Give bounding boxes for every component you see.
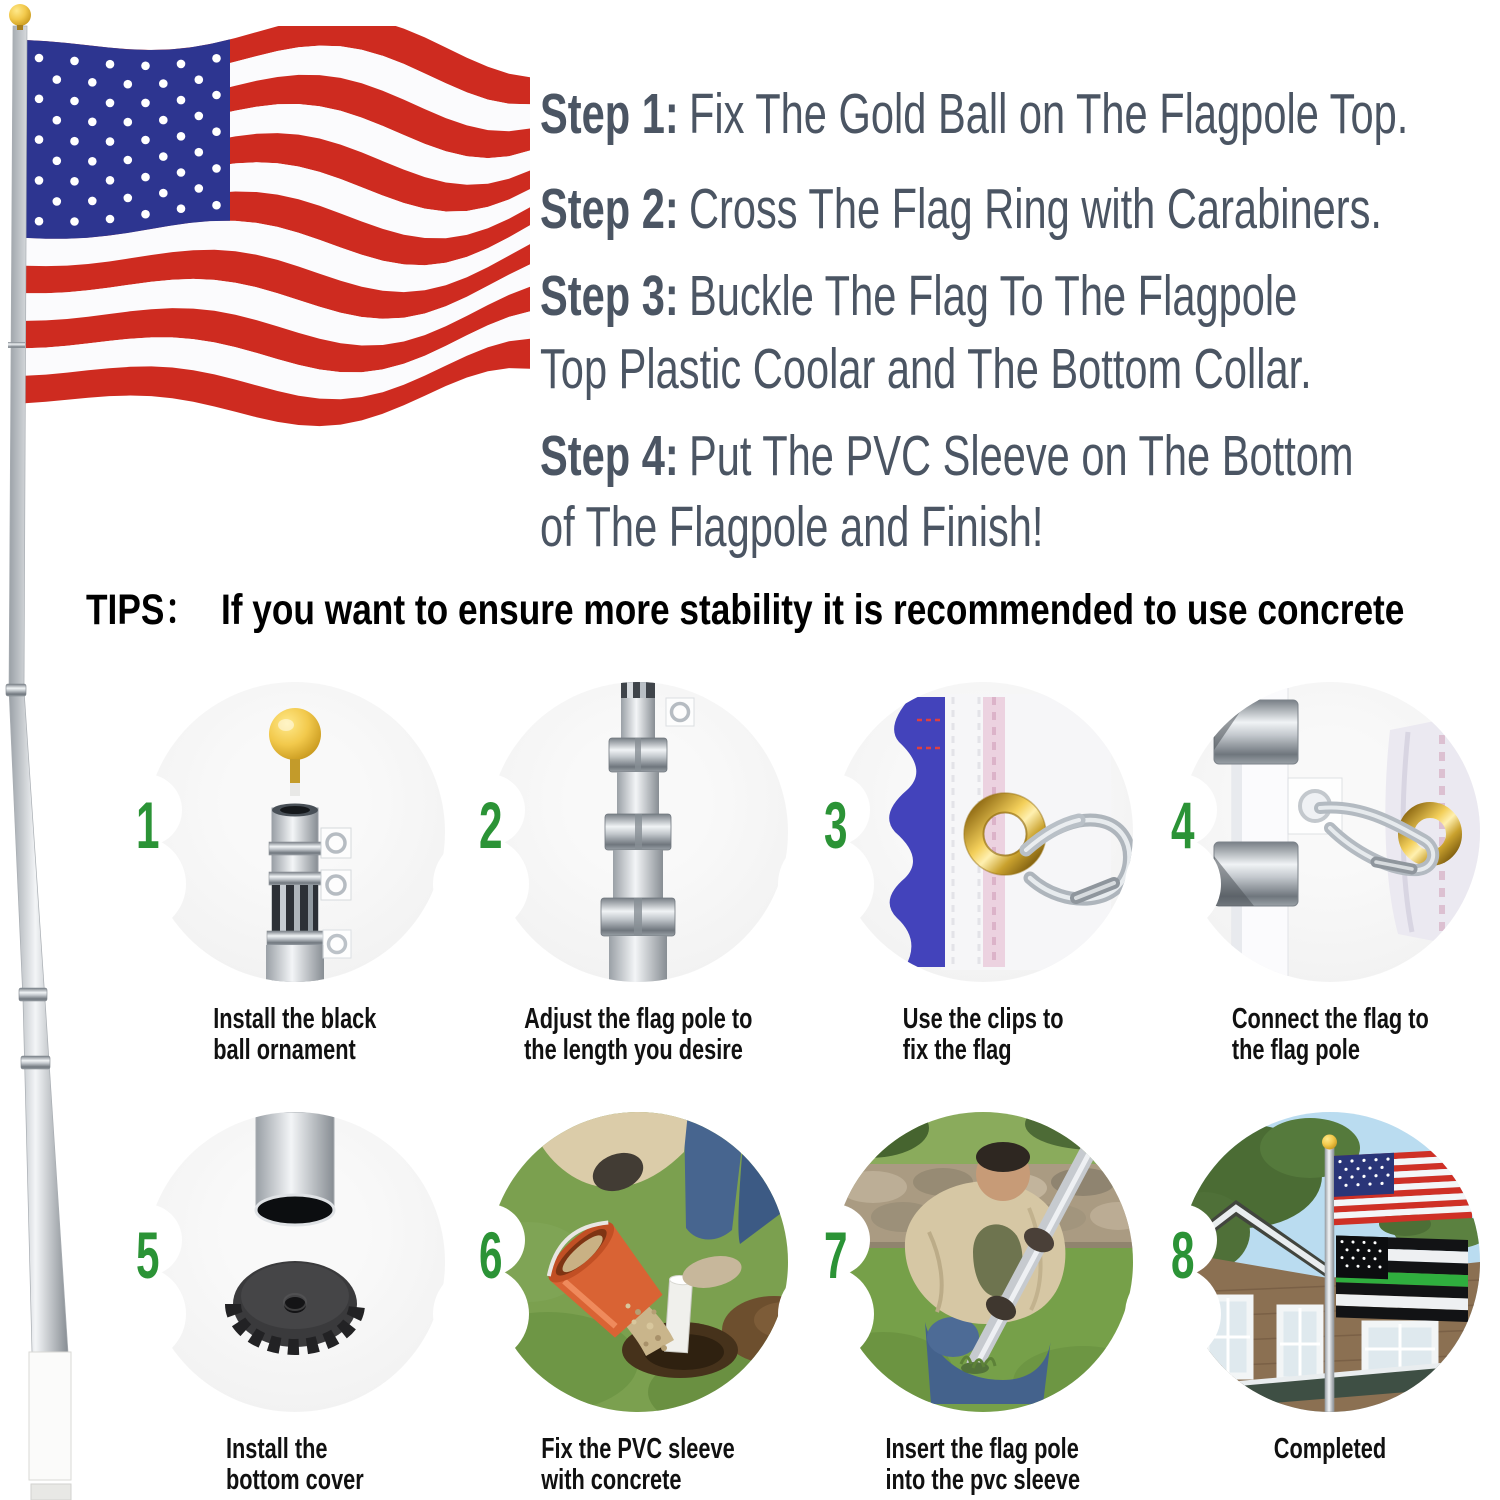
- caption-2: [463, 1004, 813, 1066]
- caption-4-line2: the flag pole: [1231, 1034, 1360, 1066]
- flag-star: [159, 116, 168, 125]
- photo-step-6: [488, 1112, 788, 1412]
- instruction-item-5: [120, 1102, 470, 1500]
- caption-4: [1155, 1004, 1500, 1066]
- caption-6-line2: with concrete: [541, 1464, 682, 1496]
- tips-prefix: TIPS：: [86, 586, 200, 634]
- caption-3-line1: Use the clips to: [902, 1003, 1064, 1035]
- photo-step-3: [833, 682, 1133, 982]
- grommet-carabiner-illustration: [833, 682, 1133, 982]
- flag-star: [212, 91, 221, 100]
- flag-star: [124, 194, 133, 203]
- pvc-sleeve: [29, 1352, 71, 1480]
- caption-7-line2: into the pvc sleeve: [885, 1464, 1081, 1496]
- instruction-item-1: [120, 672, 470, 1102]
- caption-3-line2: fix the flag: [902, 1034, 1012, 1066]
- step-number-7: 7: [824, 1218, 848, 1292]
- instruction-item-6: [463, 1102, 813, 1500]
- caption-8-line1: Completed: [1273, 1433, 1387, 1465]
- step-3-text-line2: [540, 337, 1312, 403]
- flag-star: [195, 184, 204, 193]
- flag-star: [177, 132, 186, 141]
- flag-star: [177, 96, 186, 105]
- instruction-item-2: [463, 672, 813, 1102]
- step-1-body: Fix The Gold Ball on The Flagpole Top.: [688, 82, 1409, 146]
- caption-5-line2: bottom cover: [226, 1464, 364, 1496]
- step-number-5: 5: [136, 1218, 160, 1292]
- step-4-text: [540, 424, 1354, 490]
- flag-star: [141, 173, 150, 182]
- photo-step-7: [833, 1112, 1133, 1412]
- flag-star: [177, 60, 186, 69]
- caption-5: [120, 1434, 470, 1496]
- flag-star: [141, 210, 150, 219]
- instruction-item-4: [1155, 672, 1500, 1102]
- flag-star: [124, 118, 133, 127]
- photo-step-1: [145, 682, 445, 982]
- step-2-label: Step 2:: [540, 177, 679, 241]
- photo-step-4: [1180, 682, 1480, 982]
- connect-flag-to-pole-illustration: [1180, 682, 1480, 982]
- caption-1: [120, 1004, 470, 1066]
- flag-star: [177, 204, 186, 213]
- caption-6-line1: Fix the PVC sleeve: [541, 1433, 735, 1465]
- flagpole-graphic: [0, 0, 120, 1500]
- flag-star: [212, 127, 221, 136]
- flag-star: [177, 168, 186, 177]
- bottom-cover-illustration: [145, 1112, 445, 1412]
- step-3-body: Buckle The Flag To The Flagpole: [688, 264, 1298, 328]
- instruction-item-7: [808, 1102, 1158, 1500]
- caption-1-line1: Install the black: [213, 1003, 377, 1035]
- instruction-item-3: [808, 672, 1158, 1102]
- flag-star: [159, 152, 168, 161]
- insert-pole-illustration: [833, 1112, 1133, 1412]
- flag-star: [159, 189, 168, 198]
- caption-7-line1: Insert the flag pole: [885, 1433, 1080, 1465]
- caption-6: [463, 1434, 813, 1496]
- pole-collar: [21, 1056, 50, 1069]
- flag-star: [212, 54, 221, 63]
- gold-ball-on-pole-top-illustration: [145, 682, 445, 982]
- flag-star: [195, 75, 204, 84]
- flag-star: [159, 79, 168, 88]
- caption-3: [808, 1004, 1158, 1066]
- flag-star: [195, 112, 204, 121]
- step-number-6: 6: [479, 1218, 503, 1292]
- step-4-text-line2: [540, 495, 1043, 561]
- step-1-label: Step 1:: [540, 82, 679, 146]
- caption-1-line2: ball ornament: [213, 1034, 357, 1066]
- step-number-1: 1: [136, 788, 160, 862]
- step-3-label: Step 3:: [540, 264, 679, 328]
- gold-ball-finial: [9, 4, 31, 26]
- instruction-item-8: [1155, 1102, 1500, 1500]
- tips-text: If you want to ensure more stability it is recommended to use concrete: [220, 586, 1405, 634]
- flag-star: [195, 148, 204, 157]
- step-number-2: 2: [479, 788, 503, 862]
- pole-collar: [19, 988, 47, 1001]
- tips-line: [86, 576, 1404, 637]
- step-1-text: [540, 82, 1408, 148]
- flag-star: [124, 80, 133, 89]
- step-number-8: 8: [1171, 1218, 1195, 1292]
- photo-step-8: [1180, 1112, 1480, 1412]
- pole-collar: [6, 684, 26, 696]
- caption-2-line1: Adjust the flag pole to: [523, 1003, 753, 1035]
- caption-2-line2: the length you desire: [523, 1034, 743, 1066]
- flag-star: [124, 156, 133, 165]
- step-2-body: Cross The Flag Ring with Carabiners.: [688, 177, 1382, 241]
- flag-star: [212, 164, 221, 173]
- step-number-4: 4: [1171, 788, 1195, 862]
- flag-star: [141, 136, 150, 145]
- telescoping-pole-illustration: [488, 682, 788, 982]
- flag-star: [141, 62, 150, 71]
- completed-flagpole-illustration: [1180, 1112, 1480, 1412]
- caption-8: [1155, 1434, 1500, 1465]
- photo-step-2: [488, 682, 788, 982]
- step-3-body2: Top Plastic Coolar and The Bottom Collar.: [540, 337, 1312, 401]
- pole-joint: [8, 342, 25, 348]
- caption-4-line1: Connect the flag to: [1231, 1003, 1429, 1035]
- finial-stem: [17, 25, 23, 30]
- pvc-sleeve-tip: [31, 1484, 71, 1500]
- step-4-label: Step 4:: [540, 424, 679, 488]
- step-4-body2: of The Flagpole and Finish!: [540, 495, 1044, 559]
- step-3-text: [540, 264, 1297, 330]
- step-4-body: Put The PVC Sleeve on The Bottom: [688, 424, 1354, 488]
- caption-7: [808, 1434, 1158, 1496]
- step-2-text: [540, 177, 1382, 243]
- concrete-pour-illustration: [488, 1112, 788, 1412]
- step-number-3: 3: [824, 788, 848, 862]
- caption-5-line1: Install the: [226, 1433, 328, 1465]
- flag-star: [212, 201, 221, 210]
- flag-star: [141, 99, 150, 108]
- photo-step-5: [145, 1112, 445, 1412]
